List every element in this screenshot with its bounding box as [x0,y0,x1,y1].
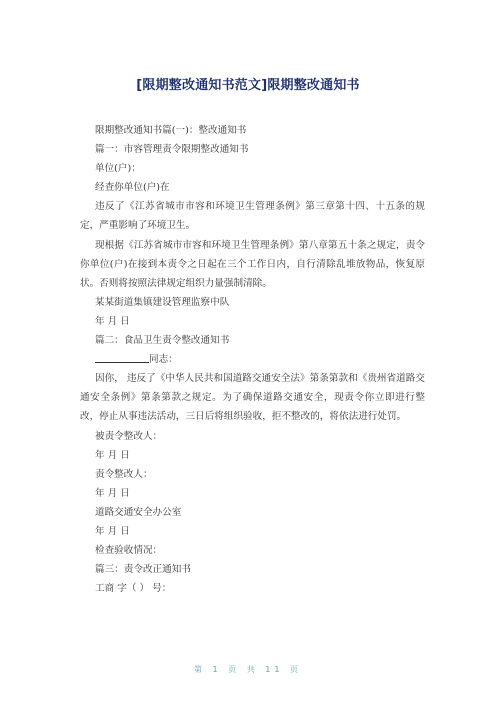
date-line: 年 月 日 [95,525,130,537]
paragraph: 道路交通安全办公室 [95,506,182,518]
paragraph: 违反了《江苏省城市市容和环境卫生管理条例》第三章第十四、十五条的规定，严重影响了环境卫生。 [80,201,425,232]
paragraph: 限期整改通知书篇(一)：整改通知书 [95,125,247,136]
paragraph: 检查验收情况： [95,545,163,557]
paragraph: 篇三：责令改正通知书 [95,564,191,576]
paragraph: 被责令整改人： [95,430,163,442]
date-line: 年 月 日 [95,449,130,461]
date-line: 年 月 日 [95,315,130,327]
paragraph: 因你， 违反了《中华人民共和国道路交通安全法》第条第款和《贵州省道路交通安全条例》第条第款之规定。为了确保道路交通安全，现责令你立即进行整改，停止从事违法活动，三日后将组织验收，拒不整改的，将依法进行处罚。 [80,373,425,423]
comrade-suffix: 同志： [149,354,178,366]
paragraph: 现根据《江苏省城市市容和环境卫生管理条例》第八章第五十条之规定，责令你单位(户)在接到本责令之日起在三个工作日内，自行清除乱堆放物品，恢复原状。否则将按照法律规定组织力量强制清除。 [80,239,425,289]
date-line: 年 月 日 [95,487,130,499]
paragraph: 篇二：食品卫生责令整改通知书 [95,335,230,347]
paragraph: 某某街道集镇建设管理监察中队 [95,296,230,308]
fill-in-blank [95,351,149,363]
comrade-line [80,350,425,369]
document-title: [限期整改通知书范文]限期整改通知书 [136,78,360,93]
page-footer: 第 1 页 共 11 页 [194,665,302,674]
paragraph: 篇一：市容管理责令限期整改通知书 [95,144,249,156]
paragraph: 单位(户)： [95,163,141,175]
paragraph: 责令整改人： [95,468,153,480]
document-body [80,121,425,598]
paragraph: 经查你单位(户)在 [95,182,170,194]
paragraph: 工商 字（ ） 号： [95,583,172,595]
